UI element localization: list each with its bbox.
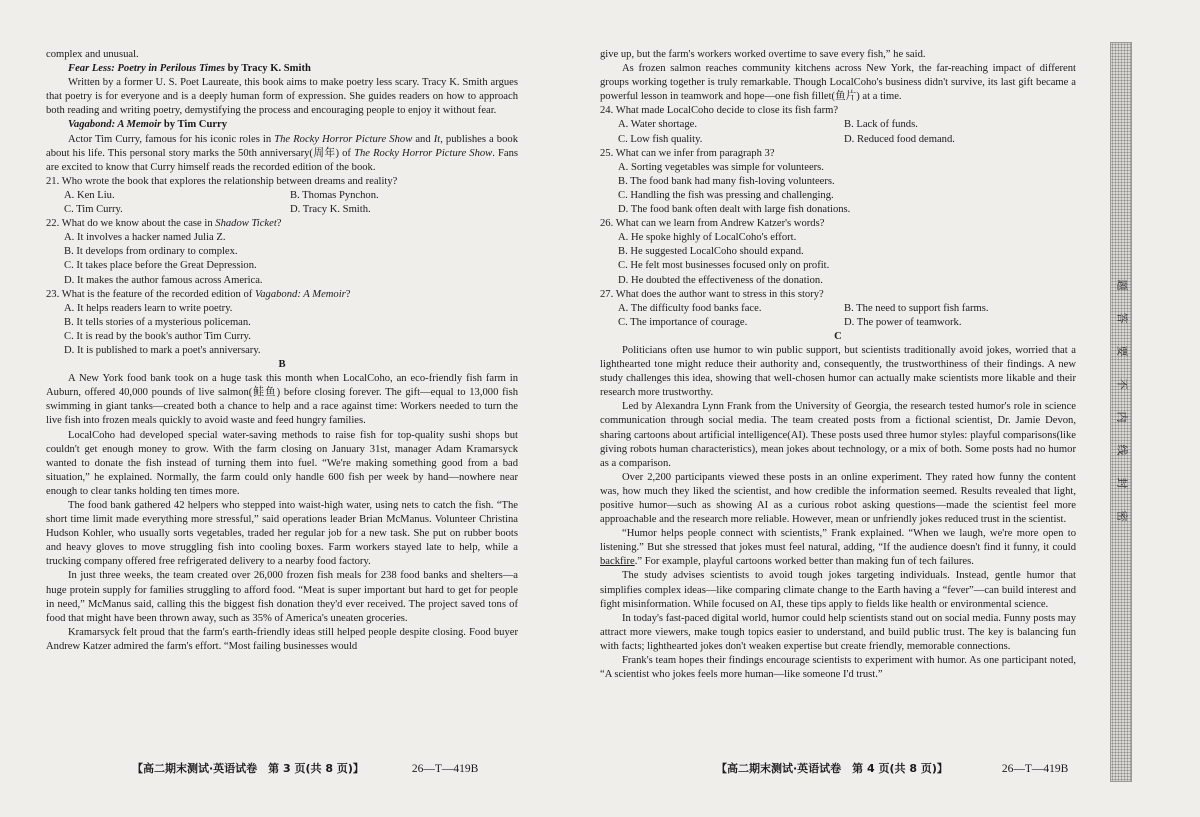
underlined-word: backfire: [600, 556, 635, 568]
question-27: 27. What does the author want to stress in this story?: [600, 288, 824, 300]
question-23: [46, 288, 518, 302]
question-25: 25. What can we infer from paragraph 3?: [600, 147, 775, 159]
footer-title: 【高二期末测试·英语试卷 第 3 页(共 8 页)】: [132, 762, 364, 775]
passage-b-paragraph-2: LocalCoho had developed special water-saving methods to raise fish for top-quality sushi shops but couldn't get enough money to grow. With the farm closing on January 31st, manager Adam Kramarsyck wanted to donate the fish instead of turning them into fuel. “We're making something good from a bad situation,” he explained. Normally, the farm could only handle 600 fish per week by hand—nowhere near enough to clear tanks holding ten times more.: [46, 429, 518, 497]
option: B. It tells stories of a mysterious policeman.: [64, 316, 251, 328]
option: B. The food bank had many fish-loving volunteers.: [618, 175, 835, 187]
option: D. The power of teamwork.: [844, 316, 962, 328]
option: B. The need to support fish farms.: [844, 302, 989, 314]
options-27: [600, 316, 1076, 330]
binding-char: 题: [1115, 279, 1128, 291]
binding-char: 封: [1115, 477, 1128, 489]
binding-char: 密: [1115, 510, 1128, 522]
binding-char: 内: [1115, 411, 1128, 423]
binding-char: 答: [1115, 312, 1128, 324]
book-author: by Tim Curry: [161, 119, 228, 131]
text-run: “Humor helps people connect with scientists,” Frank explained. “When we laugh, we're more open to listening.” But she stressed that jokes must feel natural, adding, “If the audience doesn't find it funny, it could: [600, 528, 1076, 554]
option: C. Low fish quality.: [618, 133, 703, 145]
option: A. He spoke highly of LocalCoho's effort.: [618, 232, 797, 244]
text-run: ?: [276, 218, 282, 230]
film-title: It: [433, 133, 441, 145]
book-title: Vagabond: A Memoir: [254, 288, 346, 300]
option: A. It involves a hacker named Julia Z.: [64, 232, 226, 244]
options-24: [600, 118, 1076, 132]
option: D. He doubted the effectiveness of the donation.: [618, 274, 823, 286]
paper-code: 26—T—419B: [411, 763, 479, 775]
book-author: by Tracy K. Smith: [225, 63, 311, 75]
binding-char: 线: [1115, 444, 1128, 456]
option: B. He suggested LocalCoho should expand.: [618, 246, 804, 258]
options-21: [46, 189, 518, 203]
text-run: 23. What is the feature of the recorded edition of: [46, 288, 255, 300]
passage-b-paragraph-5: Kramarsyck felt proud that the farm's earth-friendly ideas still helped people despite closing. Food buyer Andrew Katzer admired the farm's effort. “Most failing businesses would: [46, 626, 518, 652]
question-24: 24. What made LocalCoho decide to close its fish farm?: [600, 105, 839, 117]
passage-c-paragraph-2: Led by Alexandra Lynn Frank from the University of Georgia, the research tested humor's role in science communication through social media. The team created posts from a fictional scientist, Dr. Jamie Devon, sharing cartoons about artificial intelligence(AI). These posts used three humor styles: playful comparisons(like giving robots human characteristics), mean jokes about technology, or a mix of both. Some posts had no humor as a comparison.: [600, 401, 1076, 469]
options-24: [600, 133, 1076, 147]
page-footer: [132, 760, 478, 776]
book-title: Vagabond: A Memoir: [68, 119, 162, 131]
option: A. The difficulty food banks face.: [618, 302, 762, 314]
passage-b-paragraph-3: The food bank gathered 42 helpers who stepped into waist-high water, using nets to catch the fish. “The short time limit made everything more stressful,” said operations leader Brian McManus. Volunteer Christina Hudson Kohler, who usually sorts vegetables, traded her regular job for a new task. She put on rubber boots and heavy gloves to move struggling fish into cooling boxes. Farm workers stayed late to help, while a trucking company offered free refrigerated delivery to a nearby food factory.: [46, 500, 518, 568]
option: D. Tracy K. Smith.: [290, 204, 371, 216]
option: C. Handling the fish was pressing and challenging.: [618, 189, 834, 201]
book-title: Fear Less: Poetry in Perilous Times: [68, 63, 226, 75]
section-heading-c: C: [834, 330, 842, 342]
book-heading-fear-less: [46, 62, 518, 76]
passage-c-paragraph-4: [600, 527, 1076, 569]
option: D. It makes the author famous across America.: [64, 274, 263, 286]
paper-code: 26—T—419B: [1001, 763, 1069, 775]
passage-b-paragraph-4: In just three weeks, the team created over 26,000 frozen fish meals for 238 food banks and shelters—a huge protein supply for families struggling to afford food. “Meat is super important but hard to get for people in need,” McManus said, calling this the biggest fish donation they'd ever received. The project saved tons of food that might have been thrown away, such as 35% of America's uneaten groceries.: [46, 570, 518, 624]
binding-char: 不: [1115, 378, 1128, 390]
passage-c-paragraph-1: Politicians often use humor to win public support, but scientists traditionally avoid jokes, worried that a lighthearted tone might reduce their authority and, consequently, the trustworthiness of their findings. A new study challenges this idea, showing that well-chosen humor can actually make scientists more likable and their research more trustworthy.: [600, 344, 1076, 399]
option: B. Thomas Pynchon.: [290, 189, 379, 201]
passage-c-paragraph-5: The study advises scientists to avoid tough jokes targeting individuals. Instead, gentle humor that simplifies complex ideas—like comparing climate change to the Earth having a “fever”—can build interest and fight misinformation. While focused on AI, these tips apply to fields like health or environmental science.: [600, 570, 1076, 610]
option: C. Tim Curry.: [64, 204, 123, 216]
continued-text: complex and unusual.: [46, 49, 139, 60]
page-3: [46, 48, 518, 790]
text-run: 22. What do we know about the case in: [46, 218, 216, 230]
section-heading-b: B: [278, 359, 286, 371]
book-heading-vagabond: [46, 118, 518, 132]
text-run: . Fans are excited to know that Curry himself reads the recorded edition of the book.: [46, 147, 519, 173]
binding-margin-strip: [1110, 42, 1132, 782]
option: C. He felt most businesses focused only on profit.: [618, 260, 830, 272]
text-run: Actor Tim Curry, famous for his iconic roles in: [68, 133, 275, 145]
option: C. The importance of courage.: [618, 316, 748, 328]
continued-text: give up, but the farm's workers worked overtime to save every fish,” he said.: [600, 49, 926, 60]
page-4: [600, 48, 1076, 790]
option: A. Ken Liu.: [64, 189, 115, 201]
footer-title: 【高二期末测试·英语试卷 第 4 页(共 8 页)】: [716, 762, 948, 775]
options-21: [46, 203, 518, 217]
question-26: 26. What can we learn from Andrew Katzer's words?: [600, 218, 825, 230]
text-run: , publishes a book about his life. This personal story marks the 50th anniversary(周年) of: [46, 133, 518, 159]
option: A. Water shortage.: [618, 119, 697, 131]
text-run: and: [412, 133, 434, 145]
passage-b-paragraph-1: A New York food bank took on a huge task this month when LocalCoho, an eco-friendly fish farm in Auburn, offered 40,000 pounds of live salmon(鲑鱼) before closing forever. The gift—equal to 13,000 fish swimming in giant tanks—created both a chance to help and a race against time: Workers needed to turn the live fish into frozen meals quickly to avoid waste and feed hungry families.: [46, 373, 518, 427]
book-description-fear-less: Written by a former U. S. Poet Laureate, this book aims to make poetry less scary. Tracy K. Smith argues that poetry is for everyone and is a deeply human form of expression. She guides readers on how to approach both reading and writing poetry, demystifying the process and encouraging people to enjoy it without fear.: [46, 77, 518, 117]
text-run: ?: [345, 288, 351, 300]
passage-b-paragraph-6: As frozen salmon reaches community kitchens across New York, the far-reaching impact of different groups working together is truly remarkable. Though LocalCoho's business didn't survive, its last gift became a powerful lesson in teamwork and hope—one fish fillet(鱼片) at a time.: [600, 63, 1076, 103]
binding-char: 要: [1115, 345, 1128, 357]
passage-c-paragraph-3: Over 2,200 participants viewed these posts in an online experiment. They rated how funny the content was, how much they liked the scientist, and how credible the information seemed. Results revealed that light, positive humor—such as showing AI as a curious robot asking questions—made the scientist feel more approachable and the research more reliable. However, mean or unfriendly jokes reduced trust in the scientist.: [600, 471, 1076, 526]
option: C. It takes place before the Great Depression.: [64, 260, 257, 272]
book-title: Shadow Ticket: [215, 218, 277, 230]
page-footer: [716, 760, 1068, 776]
film-title: The Rocky Horror Picture Show: [274, 133, 413, 145]
option: A. It helps readers learn to write poetry.: [64, 302, 233, 314]
question-22: [46, 217, 518, 231]
option: C. It is read by the book's author Tim Curry.: [64, 330, 251, 342]
film-title: The Rocky Horror Picture Show: [354, 147, 493, 159]
option: B. It develops from ordinary to complex.: [64, 246, 238, 258]
option: B. Lack of funds.: [844, 119, 918, 131]
passage-c-paragraph-7: Frank's team hopes their findings encourage scientists to experiment with humor. As one participant noted, “A scientist who jokes feels more human—like someone I'd trust.”: [600, 655, 1076, 681]
option: A. Sorting vegetables was simple for volunteers.: [618, 161, 824, 173]
book-description-vagabond: [46, 133, 518, 175]
option: D. It is published to mark a poet's anniversary.: [64, 344, 261, 356]
text-run: .” For example, playful cartoons worked better than making fun of tech failures.: [634, 556, 974, 568]
option: D. The food bank often dealt with large fish donations.: [618, 204, 851, 216]
option: D. Reduced food demand.: [844, 133, 955, 145]
options-27: [600, 302, 1076, 316]
passage-c-paragraph-6: In today's fast-paced digital world, humor could help scientists stand out on social media. Funny posts may attract more viewers, make tough topics easier to understand, and build public trust. The key is balancing fun with facts; lighthearted jokes don't weaken expertise but create friendly, memorable connections.: [600, 612, 1076, 652]
question-21: 21. Who wrote the book that explores the relationship between dreams and reality?: [46, 175, 398, 187]
